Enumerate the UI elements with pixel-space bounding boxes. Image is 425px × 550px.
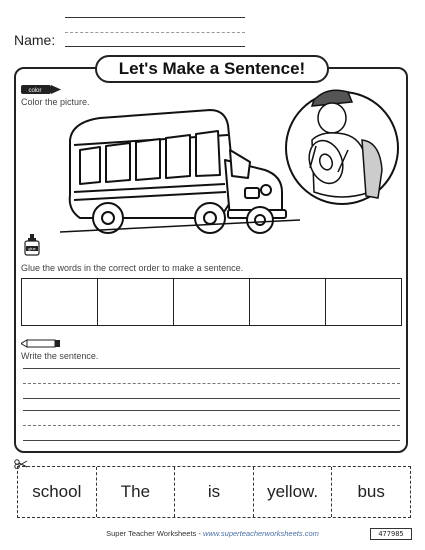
color-instruction: Color the picture.	[21, 97, 90, 107]
word-card[interactable]: The	[97, 467, 176, 517]
name-top-line	[65, 17, 245, 18]
glue-box[interactable]	[326, 279, 401, 325]
writing-line-top[interactable]	[23, 410, 400, 411]
glue-box[interactable]	[174, 279, 250, 325]
writing-line-mid	[23, 383, 400, 384]
school-bus-illustration	[60, 100, 300, 235]
write-instruction: Write the sentence.	[21, 351, 99, 361]
glue-box-row	[21, 278, 402, 326]
glue-bottle-icon	[23, 234, 41, 256]
glue-box[interactable]	[98, 279, 174, 325]
footer-url[interactable]: www.superteacherworksheets.com	[202, 529, 319, 538]
word-card[interactable]: school	[18, 467, 97, 517]
writing-line-base[interactable]	[23, 398, 400, 399]
glue-instruction: Glue the words in the correct order to make a sentence.	[21, 263, 244, 273]
worksheet-code: 477985	[370, 528, 412, 540]
pencil-icon	[21, 339, 61, 348]
writing-line-top[interactable]	[23, 368, 400, 369]
writing-line-base[interactable]	[23, 440, 400, 441]
glue-box[interactable]	[250, 279, 326, 325]
bus-driver-illustration	[282, 80, 402, 220]
name-writing-line[interactable]	[65, 46, 245, 47]
footer-separator: -	[196, 529, 203, 538]
word-cutout-strip	[17, 466, 411, 518]
glue-box[interactable]	[22, 279, 98, 325]
writing-line-mid	[23, 425, 400, 426]
word-card[interactable]: is	[175, 467, 254, 517]
name-label: Name:	[14, 32, 56, 48]
footer	[0, 529, 425, 538]
name-dashed-line	[65, 32, 245, 33]
worksheet-title: Let's Make a Sentence!	[95, 55, 329, 83]
crayon-icon	[21, 84, 61, 95]
footer-brand: Super Teacher Worksheets	[106, 529, 197, 538]
glue-label: glue	[28, 246, 36, 251]
crayon-label: color	[28, 88, 42, 94]
word-card[interactable]: bus	[357, 482, 385, 501]
word-card[interactable]: yellow.	[254, 467, 333, 517]
